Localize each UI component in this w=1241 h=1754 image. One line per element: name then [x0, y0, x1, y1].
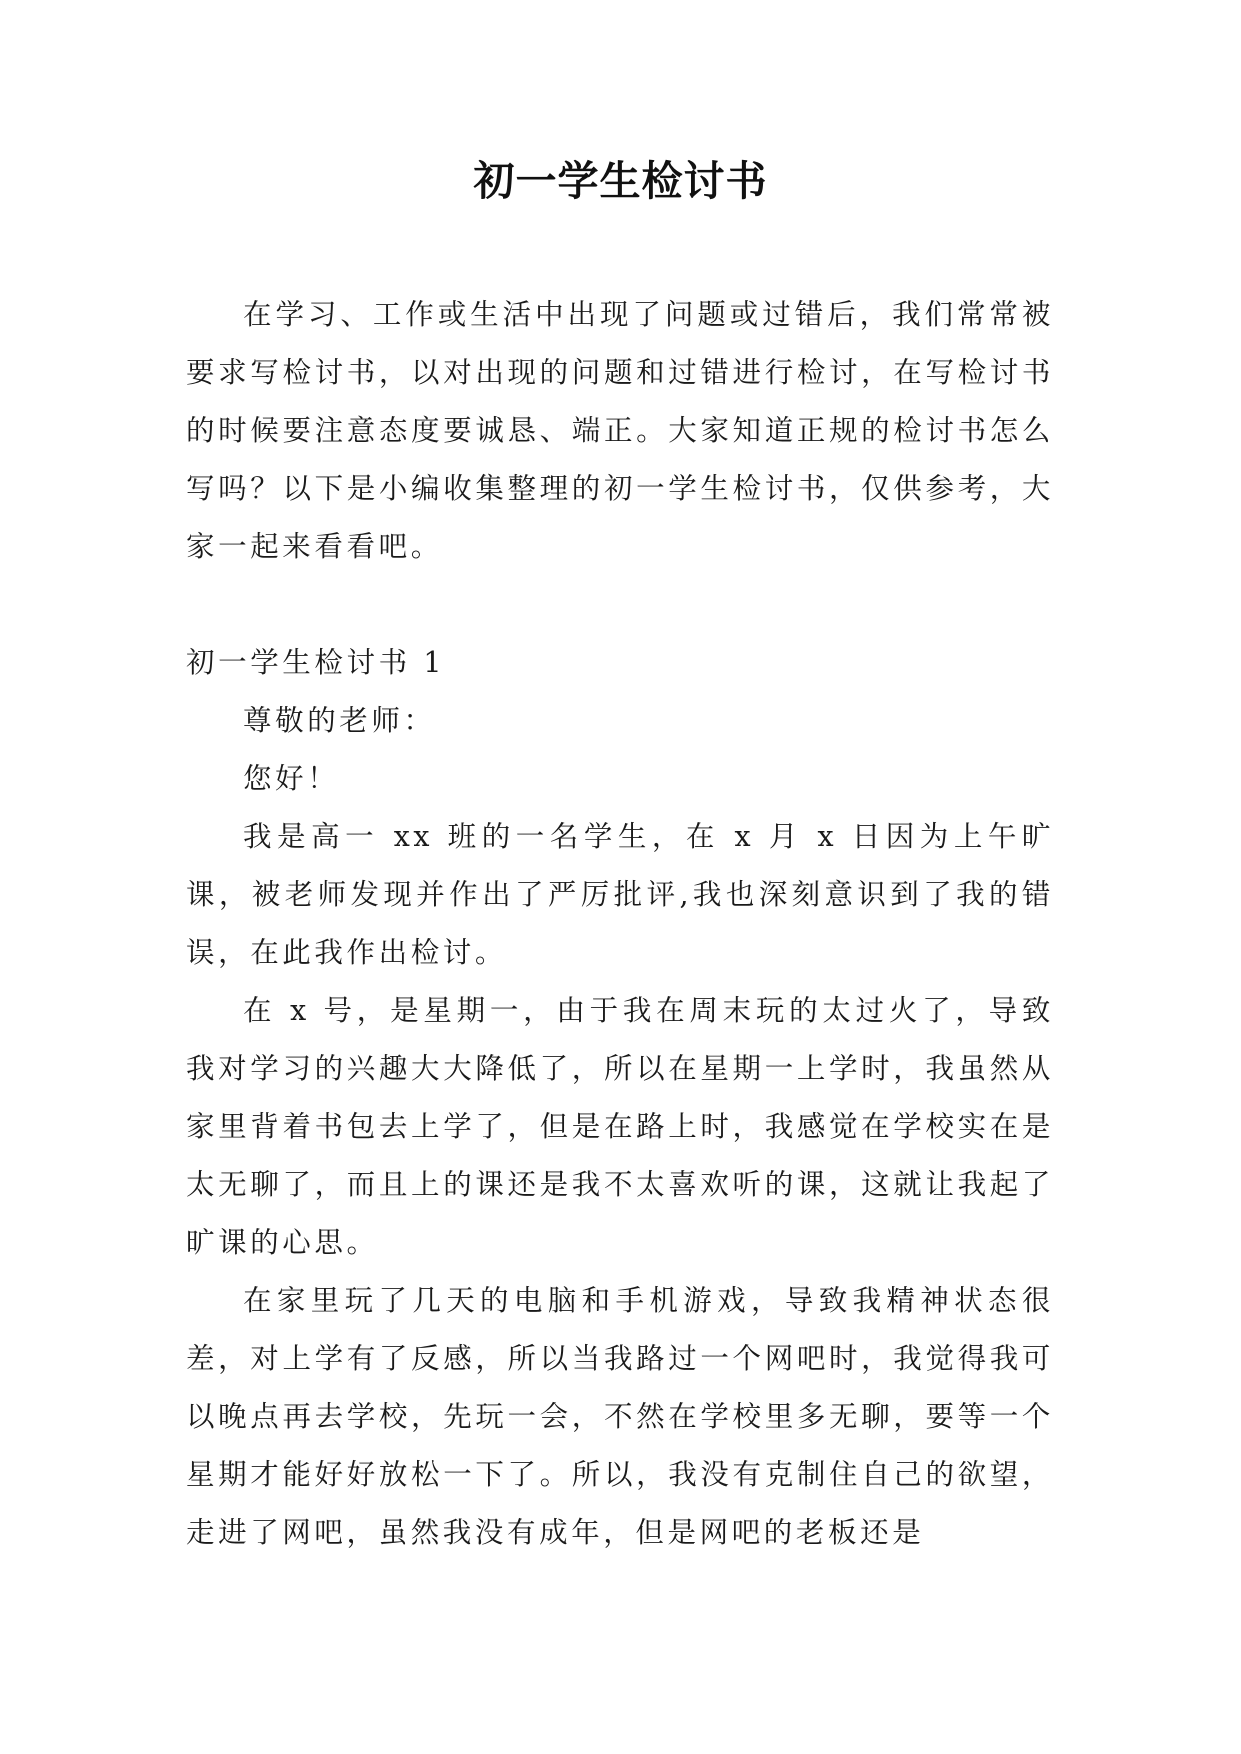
- greeting: 您好！: [243, 762, 340, 795]
- document-body: [186, 286, 1054, 1562]
- document-title: 初一学生检讨书: [473, 157, 768, 205]
- body-paragraph: 在 x 号，是星期一，由于我在周末玩的太过火了，导致我对学习的兴趣大大降低了，所以在星期一上学时，我虽然从家里背着书包去上学了，但是在路上时，我感觉在学校实在是太无聊了，而且上的课还是我不太喜欢听的课，这就让我起了旷课的心思。: [186, 994, 1054, 1259]
- salutation: 尊敬的老师：: [243, 704, 436, 737]
- body-paragraph: 在家里玩了几天的电脑和手机游戏，导致我精神状态很差，对上学有了反感，所以当我路过一个网吧时，我觉得我可以晚点再去学校，先玩一会，不然在学校里多无聊，要等一个星期才能好好放松一下了。所以，我没有克制住自己的欲望，走进了网吧，虽然我没有成年，但是网吧的老板还是: [186, 1284, 1054, 1549]
- intro-paragraph: 在学习、工作或生活中出现了问题或过错后，我们常常被要求写检讨书，以对出现的问题和过错进行检讨，在写检讨书的时候要注意态度要诚恳、端正。大家知道正规的检讨书怎么写吗？以下是小编收集整理的初一学生检讨书，仅供参考，大家一起来看看吧。: [186, 298, 1054, 563]
- body-paragraph: 我是高一 xx 班的一名学生，在 x 月 x 日因为上午旷课，被老师发现并作出了严厉批评,我也深刻意识到了我的错误，在此我作出检讨。: [186, 820, 1054, 969]
- section-heading: 初一学生检讨书 1: [186, 646, 446, 679]
